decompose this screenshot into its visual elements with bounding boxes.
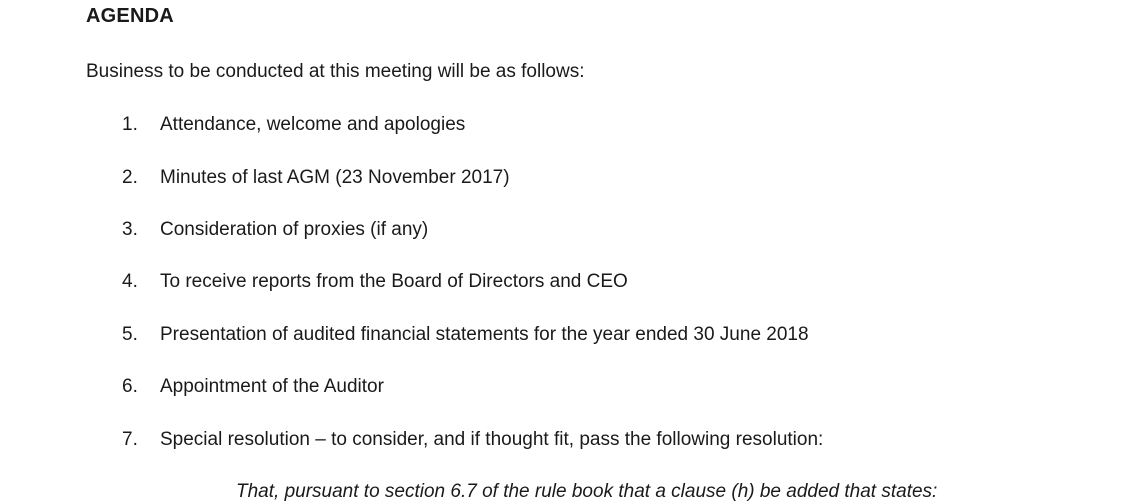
agenda-item-number: 3.: [122, 219, 138, 240]
agenda-item-text: Consideration of proxies (if any): [160, 219, 429, 240]
intro-text: Business to be conducted at this meeting will be as follows:: [86, 61, 585, 82]
agenda-item-number: 6.: [122, 376, 138, 397]
agenda-item-number: 1.: [122, 114, 138, 135]
agenda-item-text: Appointment of the Auditor: [160, 376, 384, 397]
agenda-item-text: Presentation of audited financial statements for the year ended 30 June 2018: [160, 324, 809, 345]
agenda-item-text: Minutes of last AGM (23 November 2017): [160, 167, 510, 188]
agenda-item-number: 5.: [122, 324, 138, 345]
agenda-item-number: 7.: [122, 429, 138, 450]
agenda-item-number: 4.: [122, 271, 138, 292]
resolution-text: That, pursuant to section 6.7 of the rule book that a clause (h) be added that states:: [236, 481, 938, 502]
agenda-item-number: 2.: [122, 167, 138, 188]
agenda-item-text: To receive reports from the Board of Directors and CEO: [160, 271, 628, 292]
agenda-item-text: Attendance, welcome and apologies: [160, 114, 466, 135]
agenda-item-text: Special resolution – to consider, and if thought fit, pass the following resolution:: [160, 429, 824, 450]
agenda-heading: AGENDA: [86, 5, 174, 27]
